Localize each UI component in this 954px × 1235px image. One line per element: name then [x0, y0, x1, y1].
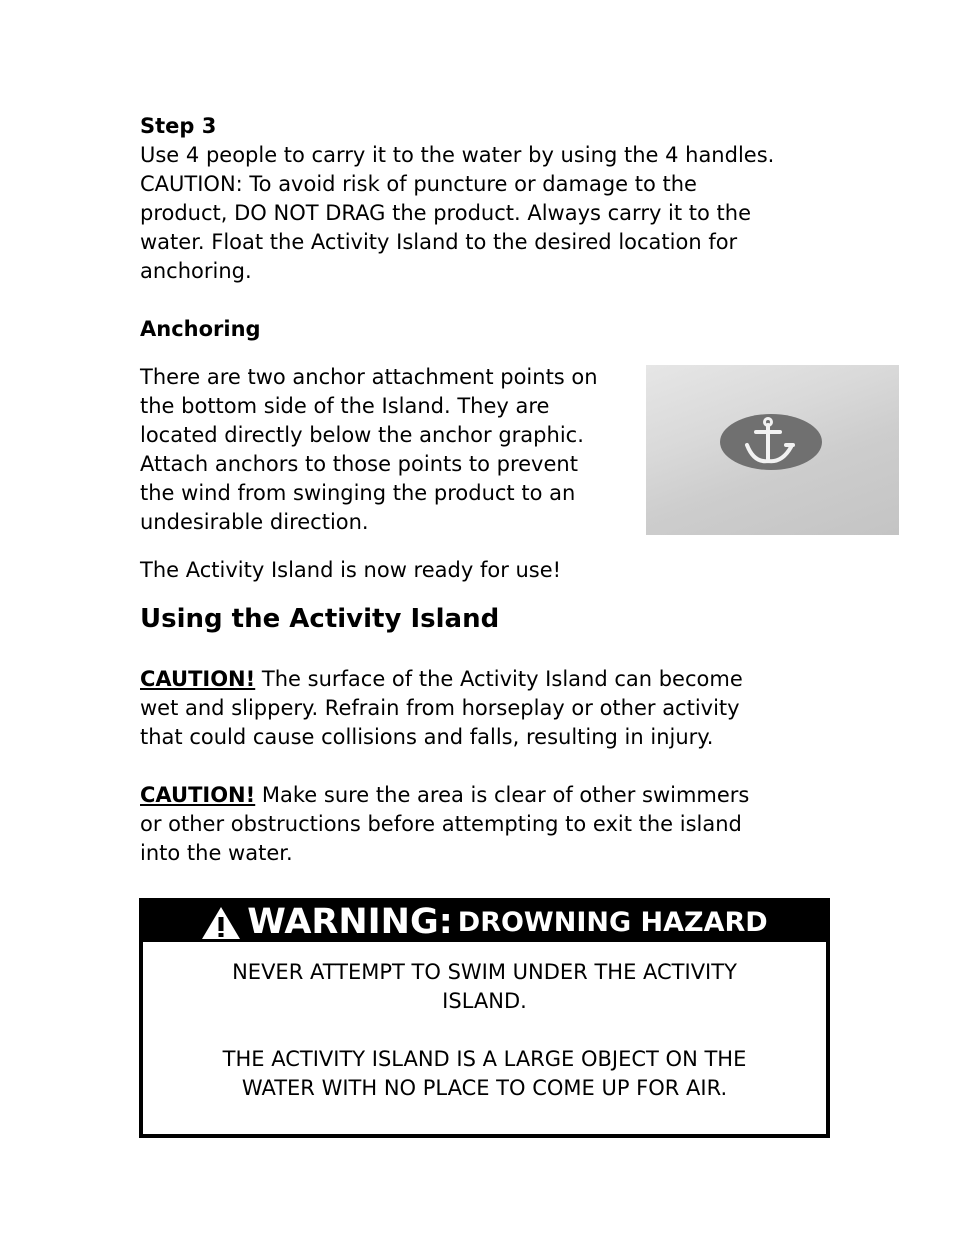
- anchoring-line: Attach anchors to those points to prevent: [140, 452, 578, 476]
- step3-line: anchoring.: [140, 259, 252, 283]
- warning-line: WATER WITH NO PLACE TO COME UP FOR AIR.: [241, 1076, 728, 1100]
- warning-header: [143, 902, 826, 942]
- caution-label: CAUTION!: [140, 783, 256, 807]
- caution2-line: [140, 781, 749, 810]
- warning-line: ISLAND.: [442, 989, 527, 1013]
- anchoring-line: the bottom side of the Island. They are: [140, 394, 550, 418]
- ready-text: The Activity Island is now ready for use!: [140, 558, 562, 582]
- caution1-line: [140, 665, 743, 694]
- caution-paragraph-1: [140, 665, 743, 752]
- anchoring-body: [140, 363, 598, 537]
- step3-heading: Step 3: [140, 114, 217, 138]
- caution-paragraph-2: [140, 781, 749, 868]
- anchor-graphic-photo: [646, 365, 899, 535]
- step3-line: Use 4 people to carry it to the water by using the 4 handles.: [140, 143, 775, 167]
- caution2-line: into the water.: [140, 841, 293, 865]
- step3-body: [140, 141, 774, 286]
- section-heading: Using the Activity Island: [140, 604, 500, 634]
- step3-line: product, DO NOT DRAG the product. Always carry it to the: [140, 201, 752, 225]
- caution2-text: Make sure the area is clear of other swimmers: [255, 783, 750, 807]
- caution1-line: wet and slippery. Refrain from horseplay or other activity: [140, 696, 740, 720]
- anchor-icon: [646, 365, 899, 535]
- warning-paragraph: [143, 958, 826, 1016]
- warning-subtitle: DROWNING HAZARD: [457, 907, 768, 938]
- step3-line: water. Float the Activity Island to the desired location for: [140, 230, 738, 254]
- caution-label: CAUTION!: [140, 667, 256, 691]
- anchoring-line: undesirable direction.: [140, 510, 369, 534]
- caution1-text: The surface of the Activity Island can become: [255, 667, 743, 691]
- warning-line: NEVER ATTEMPT TO SWIM UNDER THE ACTIVITY: [232, 960, 737, 984]
- step3-line: CAUTION: To avoid risk of puncture or damage to the: [140, 172, 697, 196]
- anchoring-line: located directly below the anchor graphic.: [140, 423, 584, 447]
- warning-triangle-icon: [201, 906, 241, 940]
- anchoring-line: There are two anchor attachment points on: [140, 365, 598, 389]
- anchoring-line: the wind from swinging the product to an: [140, 481, 576, 505]
- anchoring-heading: Anchoring: [140, 317, 261, 341]
- caution1-line: that could cause collisions and falls, resulting in injury.: [140, 725, 714, 749]
- caution2-line: or other obstructions before attempting to exit the island: [140, 812, 742, 836]
- warning-box: [139, 898, 830, 1138]
- warning-title: WARNING:: [247, 902, 453, 942]
- warning-line: THE ACTIVITY ISLAND IS A LARGE OBJECT ON THE: [222, 1047, 747, 1071]
- warning-paragraph: [143, 1045, 826, 1103]
- warning-body: [143, 958, 826, 1103]
